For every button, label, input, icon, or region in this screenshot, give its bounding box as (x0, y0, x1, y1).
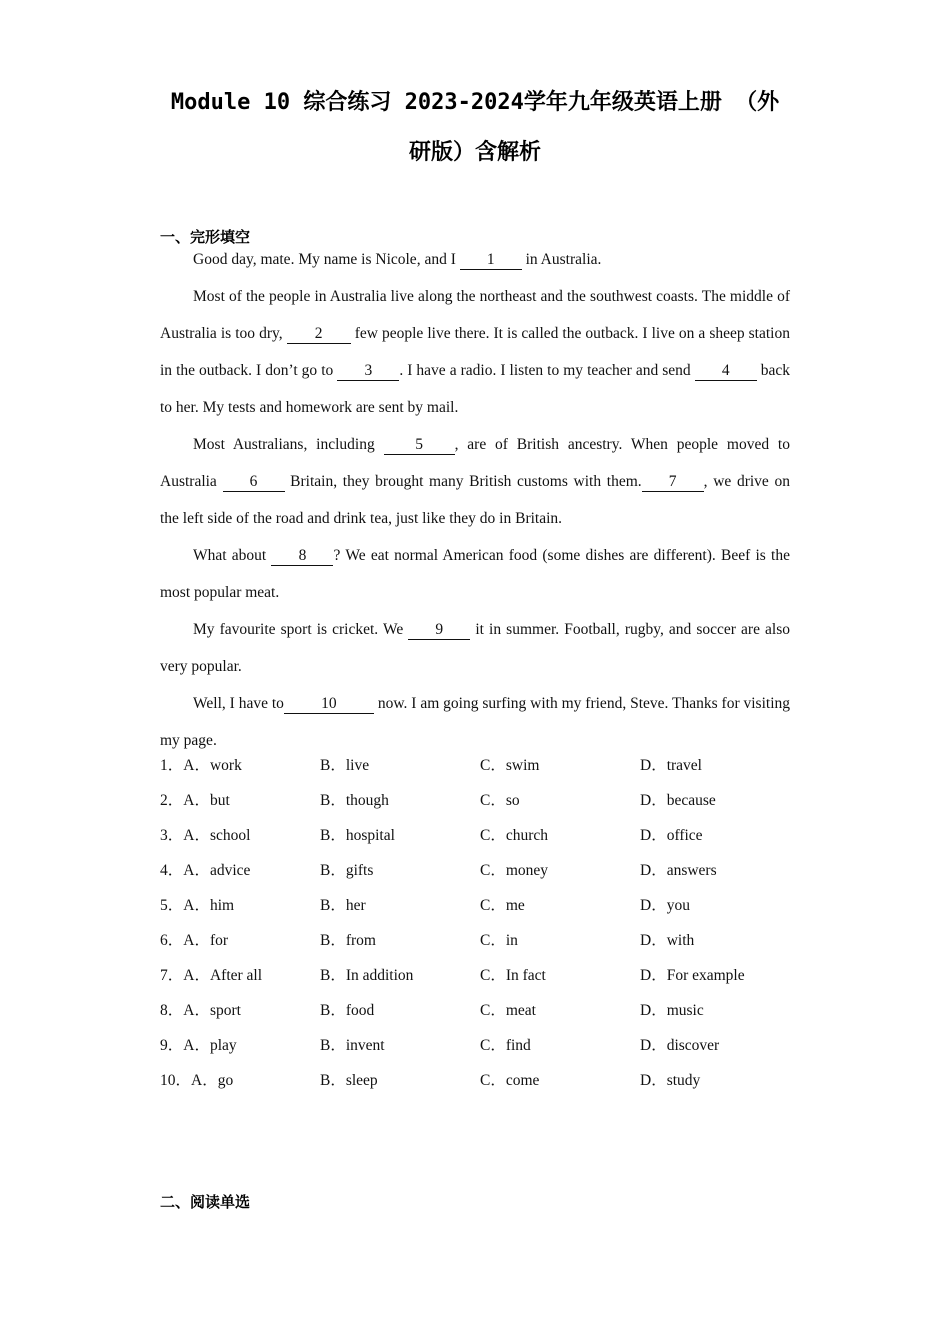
option-a-text: A．school (183, 827, 251, 844)
option-c[interactable]: C．church (480, 827, 549, 844)
option-a[interactable] (160, 752, 320, 787)
cloze-blank: 9 (408, 621, 470, 640)
option-b[interactable]: B．though (320, 792, 389, 809)
option-b[interactable]: B．food (320, 1002, 375, 1019)
option-d[interactable]: D．answers (640, 862, 717, 879)
option-a-text: A．for (183, 932, 229, 949)
option-d[interactable]: D．office (640, 827, 703, 844)
option-b[interactable]: B．In addition (320, 967, 414, 984)
passage-text: few people live there. It is called the outback. I live on a sheep station in the outback. I don’t go to (160, 325, 790, 379)
question-row (160, 787, 800, 822)
option-a[interactable] (160, 787, 320, 822)
question-row (160, 1032, 800, 1067)
option-b[interactable]: B．her (320, 897, 366, 914)
option-c[interactable]: C．come (480, 1072, 540, 1089)
passage-text: , we drive on the left side of the road and drink tea, just like they do in Britain. (160, 473, 790, 527)
passage-text: ? We eat normal American food (some dishes are different). Beef is the most popular meat. (160, 547, 790, 601)
option-c[interactable]: C．money (480, 862, 549, 879)
option-a[interactable] (160, 927, 320, 962)
option-b[interactable]: B．invent (320, 1037, 385, 1054)
cloze-blank: 8 (271, 547, 333, 566)
option-a[interactable] (160, 822, 320, 857)
option-a[interactable] (160, 962, 320, 997)
option-a-text: A．advice (183, 862, 251, 879)
question-number: 4． (160, 862, 184, 879)
passage-text: Britain, they brought many British customs with them. (284, 473, 642, 490)
option-c[interactable]: C．in (480, 932, 518, 949)
option-c[interactable]: C．meat (480, 1002, 536, 1019)
passage-text: now. I am going surfing with my friend, Steve. Thanks for visiting my page. (160, 695, 791, 749)
question-row (160, 1067, 800, 1102)
passage-text: My favourite sport is cricket. We (193, 621, 409, 638)
option-a[interactable] (160, 997, 320, 1032)
option-a[interactable] (160, 1032, 320, 1067)
question-number: 2． (160, 792, 184, 809)
title-line-2: 研版）含解析 (408, 140, 541, 165)
passage-text: Well, I have to (193, 695, 284, 712)
option-c[interactable]: C．find (480, 1037, 531, 1054)
option-d[interactable]: D．For example (640, 967, 745, 984)
passage-text: . I have a radio. I listen to my teacher and send (399, 362, 695, 379)
option-a-text: A．go (191, 1072, 234, 1089)
cloze-blank: 10 (284, 695, 374, 714)
passage-paragraph (160, 611, 790, 685)
option-a-text: A．sport (183, 1002, 241, 1019)
passage-text: Most Australians, including (193, 436, 384, 453)
question-number: 9． (160, 1037, 184, 1054)
option-d[interactable]: D．travel (640, 757, 702, 774)
passage-text: What about (193, 547, 272, 564)
passage-text: Good day, mate. My name is Nicole, and I (193, 251, 460, 268)
cloze-passage (160, 246, 790, 759)
option-c[interactable]: C．swim (480, 757, 540, 774)
option-a-text: A．but (183, 792, 230, 809)
option-d[interactable]: D．with (640, 932, 695, 949)
option-b[interactable]: B．from (320, 932, 376, 949)
cloze-blank: 5 (384, 436, 455, 455)
question-row (160, 752, 800, 787)
option-d[interactable]: D．music (640, 1002, 704, 1019)
passage-paragraph (160, 246, 790, 274)
option-a[interactable] (160, 857, 320, 892)
question-row (160, 892, 800, 927)
cloze-blank: 1 (460, 251, 522, 270)
option-c[interactable]: C．In fact (480, 967, 546, 984)
passage-text: back to her. My tests and homework are sent by mail. (160, 362, 791, 416)
question-row (160, 822, 800, 857)
passage-text: it in summer. Football, rugby, and soccer are also very popular. (160, 621, 790, 675)
option-a-text: A．play (183, 1037, 237, 1054)
option-a-text: A．work (183, 757, 242, 774)
passage-paragraph (160, 537, 790, 611)
option-c[interactable]: C．me (480, 897, 525, 914)
option-b[interactable]: B．sleep (320, 1072, 378, 1089)
cloze-blank: 3 (337, 362, 399, 381)
option-a[interactable] (160, 892, 320, 927)
question-number: 5． (160, 897, 184, 914)
document-title (150, 78, 800, 178)
cloze-blank: 7 (642, 473, 704, 492)
option-d[interactable]: D．discover (640, 1037, 720, 1054)
cloze-blank: 4 (695, 362, 757, 381)
option-b[interactable]: B．gifts (320, 862, 374, 879)
question-number: 6． (160, 932, 184, 949)
question-number: 1． (160, 757, 184, 774)
option-d[interactable]: D．study (640, 1072, 701, 1089)
question-number: 8． (160, 1002, 184, 1019)
option-d[interactable]: D．you (640, 897, 690, 914)
passage-paragraph (160, 426, 790, 537)
option-b[interactable]: B．live (320, 757, 370, 774)
section-heading-reading: 二、阅读单选 (160, 1193, 251, 1211)
option-b[interactable]: B．hospital (320, 827, 395, 844)
passage-text: in Australia. (521, 251, 602, 268)
section-heading-cloze: 一、完形填空 (160, 228, 251, 246)
question-number: 7． (160, 967, 184, 984)
question-row (160, 962, 800, 997)
question-options (160, 752, 800, 1102)
option-c[interactable]: C．so (480, 792, 520, 809)
question-row (160, 927, 800, 962)
question-number: 10． (160, 1072, 192, 1089)
passage-paragraph (160, 685, 790, 759)
passage-text: , are of British ancestry. When people moved to Australia (160, 436, 790, 490)
passage-paragraph (160, 278, 790, 426)
cloze-blank: 6 (223, 473, 285, 492)
option-a-text: A．After all (183, 967, 263, 984)
passage-text: Most of the people in Australia live along the northeast and the southwest coasts. The middle of Australia is too dry, (160, 288, 790, 342)
option-a-text: A．him (183, 897, 235, 914)
option-a[interactable] (160, 1067, 320, 1102)
question-row (160, 997, 800, 1032)
option-d[interactable]: D．because (640, 792, 716, 809)
cloze-blank: 2 (287, 325, 351, 344)
question-number: 3． (160, 827, 184, 844)
question-row (160, 857, 800, 892)
title-line-1: Module 10 综合练习 2023-2024学年九年级英语上册 （外 (170, 90, 780, 115)
